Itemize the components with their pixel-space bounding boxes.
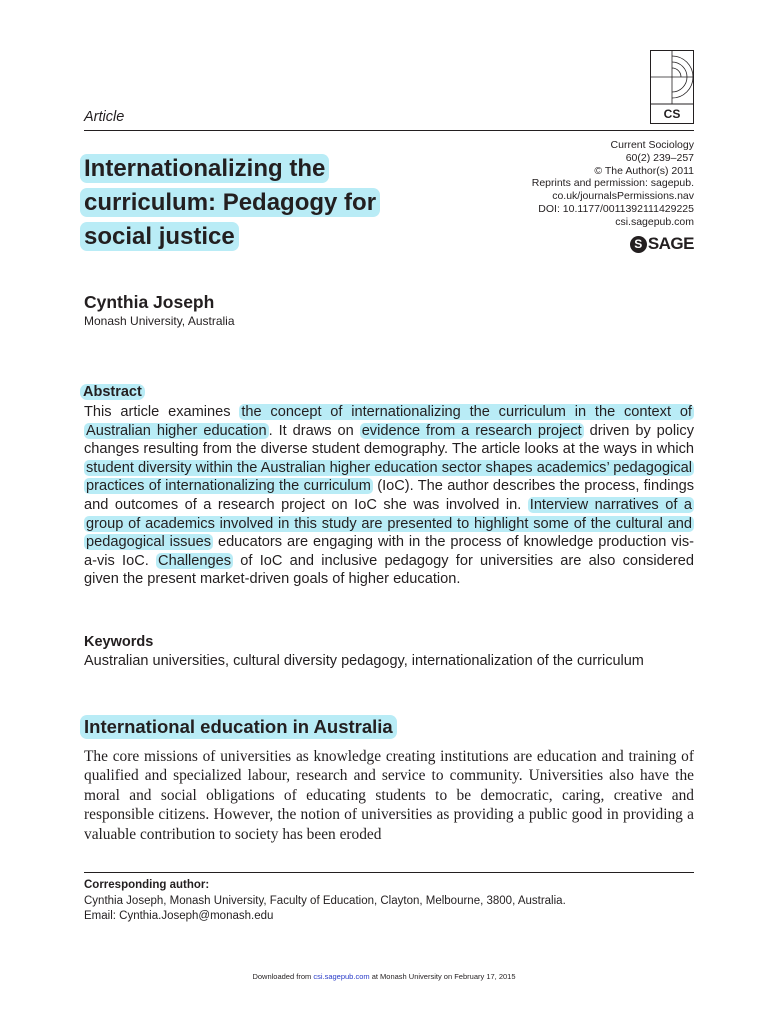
body-paragraph: The core missions of universities as knowledge creating institutions are education and training of qualified and specialized labour, research and service to community. Universities also have the moral and social obligations of educating students to be democratic, caring, creative and responsible citizens. However, the notion of universities as providing a public good in providing a valuable contribution to society has been eroded	[84, 748, 694, 843]
journal-meta-line: Reprints and permission: sagepub.	[531, 177, 694, 190]
corresponding-author-email: Email: Cynthia.Joseph@monash.edu	[84, 910, 274, 922]
download-notice	[0, 972, 768, 981]
article-title	[80, 152, 500, 254]
keywords-heading: Keywords	[84, 634, 154, 650]
publisher-logo-text: SAGE	[647, 234, 694, 253]
abstract-highlight: the concept of internationalizing the curriculum in the context of Australian higher education	[86, 404, 692, 439]
abstract-heading-text: Abstract	[80, 384, 145, 400]
journal-meta-line: DOI: 10.1177/0011392111429225	[538, 202, 694, 215]
footer-divider	[84, 872, 694, 873]
journal-meta-line: co.uk/journalsPermissions.nav	[552, 190, 694, 203]
author-name: Cynthia Joseph	[84, 292, 215, 312]
journal-meta-line: 60(2) 239–257	[625, 151, 694, 164]
abstract-segment: (IoC). The author describes the process, findings and outcomes of a research project on IoC she was involved in.	[84, 478, 694, 513]
corresponding-author-heading: Corresponding author:	[84, 879, 210, 891]
journal-logo	[650, 50, 694, 124]
sage-s-icon: S	[630, 236, 647, 253]
abstract-segment: . It draws on	[268, 422, 360, 439]
abstract-highlight: Interview narratives of a group of academics involved in this study are presented to highlight some of the cultural and pedagogical issues	[86, 496, 692, 551]
title-line: curriculum: Pedagogy for	[80, 188, 380, 217]
journal-meta-line: © The Author(s) 2011	[594, 164, 694, 177]
journal-meta-line: csi.sagepub.com	[615, 215, 694, 228]
svg-text:CS: CS	[663, 107, 681, 121]
title-line: social justice	[80, 222, 239, 251]
section-heading: International education in Australia	[80, 715, 397, 739]
keywords-text: Australian universities, cultural diversity pedagogy, internationalization of the curriculum	[84, 653, 644, 669]
download-suffix: at Monash University on February 17, 2015	[369, 972, 516, 981]
author-affiliation: Monash University, Australia	[84, 314, 235, 328]
abstract-text	[84, 403, 694, 589]
abstract-segment: driven by policy changes resulting from the diverse student demography. The article looks at the ways in which	[84, 422, 694, 458]
abstract-segment: educators are engaging with in the process of knowledge production vis-a-vis IoC.	[84, 534, 694, 569]
download-source-link[interactable]: csi.sagepub.com	[313, 972, 370, 981]
abstract-segment: of IoC and inclusive pedagogy for universities are also considered given the present market-driven goals of higher education.	[84, 552, 695, 588]
journal-metadata	[532, 139, 694, 229]
corresponding-author-address: Cynthia Joseph, Monash University, Faculty of Education, Clayton, Melbourne, 3800, Australia.	[84, 895, 566, 907]
abstract-heading	[80, 384, 145, 400]
abstract-highlight: evidence from a research project	[361, 422, 582, 439]
title-line: Internationalizing the	[80, 154, 329, 183]
abstract-highlight: Challenges	[158, 552, 232, 569]
abstract-highlight: student diversity within the Australian higher education sector shapes academics’ pedagogical practices of internationalizing the curriculum	[86, 459, 692, 495]
journal-meta-line: Current Sociology	[610, 139, 694, 151]
article-type-label: Article	[84, 109, 125, 125]
abstract-segment: This article examines	[84, 404, 240, 420]
download-prefix: Downloaded from	[252, 972, 314, 981]
header-divider	[84, 130, 694, 131]
publisher-logo	[630, 235, 694, 253]
